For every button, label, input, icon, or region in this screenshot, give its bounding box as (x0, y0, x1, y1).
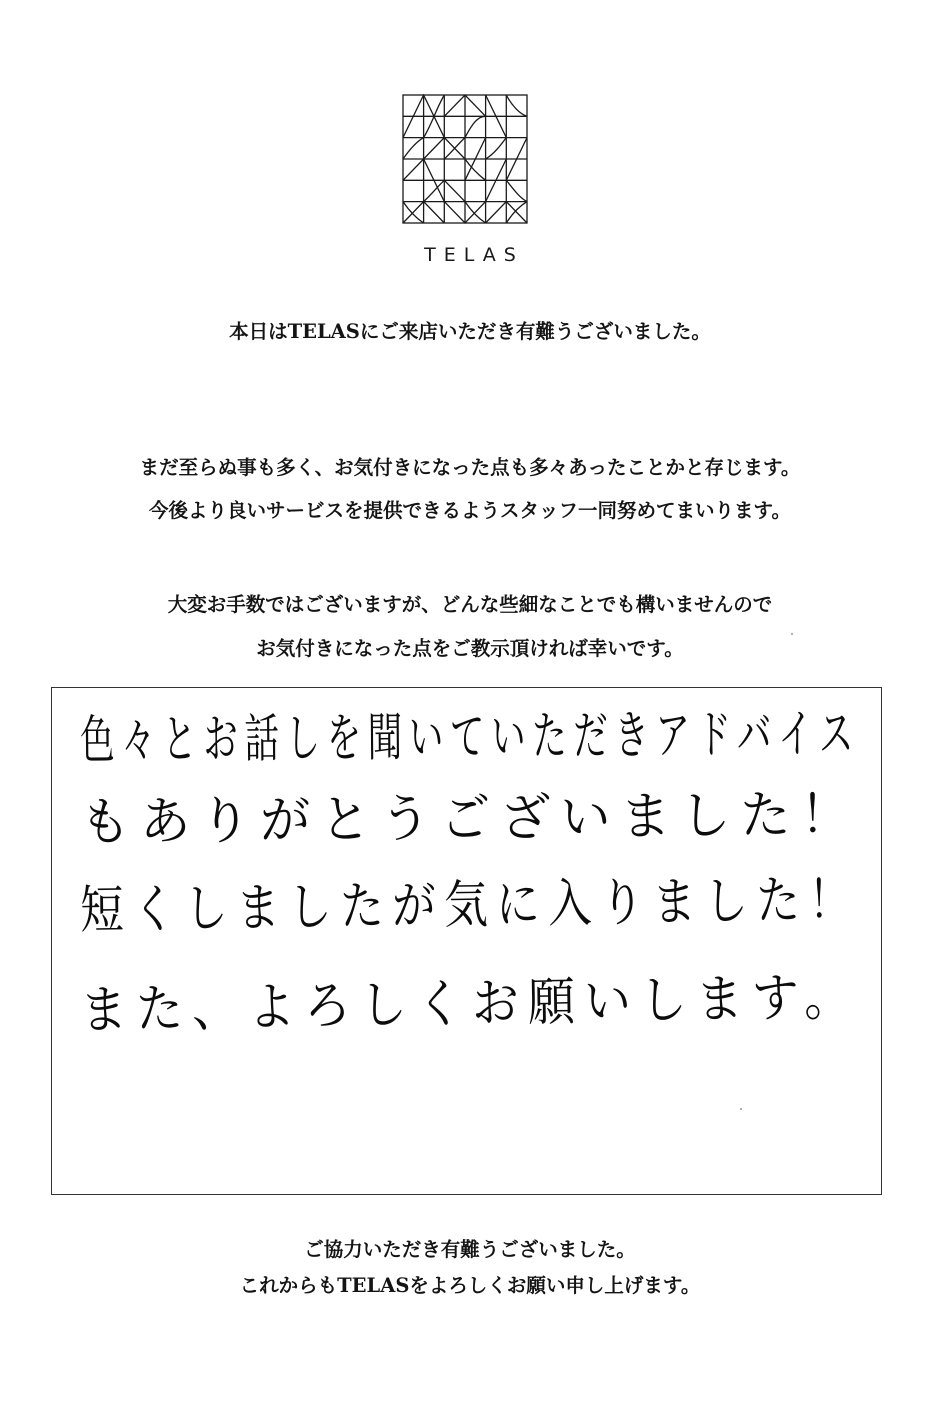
closing-line1: ご協力いただき有難うございました。 (304, 1238, 636, 1261)
speck (740, 1108, 742, 1110)
handwritten-line-2: もありがとうございました！ (79, 784, 861, 853)
paragraph2-line1: 大変お手数ではございますが、どんな些細なことでも構いませんので (167, 593, 773, 616)
feedback-box (51, 687, 882, 1195)
paragraph2-line2: お気付きになった点をご教示頂ければ幸いです。 (256, 637, 684, 660)
closing-line2: これからもTELASをよろしくお願い申し上げます。 (239, 1274, 701, 1297)
speck (791, 633, 793, 635)
brand-name: TELAS (424, 244, 524, 266)
handwritten-line-3: 短くしましたが気に入りました！ (79, 870, 861, 941)
handwritten-line-1: 色々とお話しを聞いていただきアドバイス (79, 704, 861, 771)
telas-logo (402, 94, 528, 224)
handwritten-comment (52, 688, 883, 1196)
paragraph1-line1: まだ至らぬ事も多く、お気付きになった点も多々あったことかと存じます。 (139, 456, 801, 479)
greeting-text: 本日はTELASにご来店いただき有難うございました。 (229, 320, 711, 343)
telas-geometric-logo-icon (402, 94, 528, 224)
handwritten-line-4: また、よろしくお願いします。 (79, 967, 861, 1041)
paragraph1-line2: 今後より良いサービスを提供できるようスタッフ一同努めてまいります。 (149, 499, 791, 522)
